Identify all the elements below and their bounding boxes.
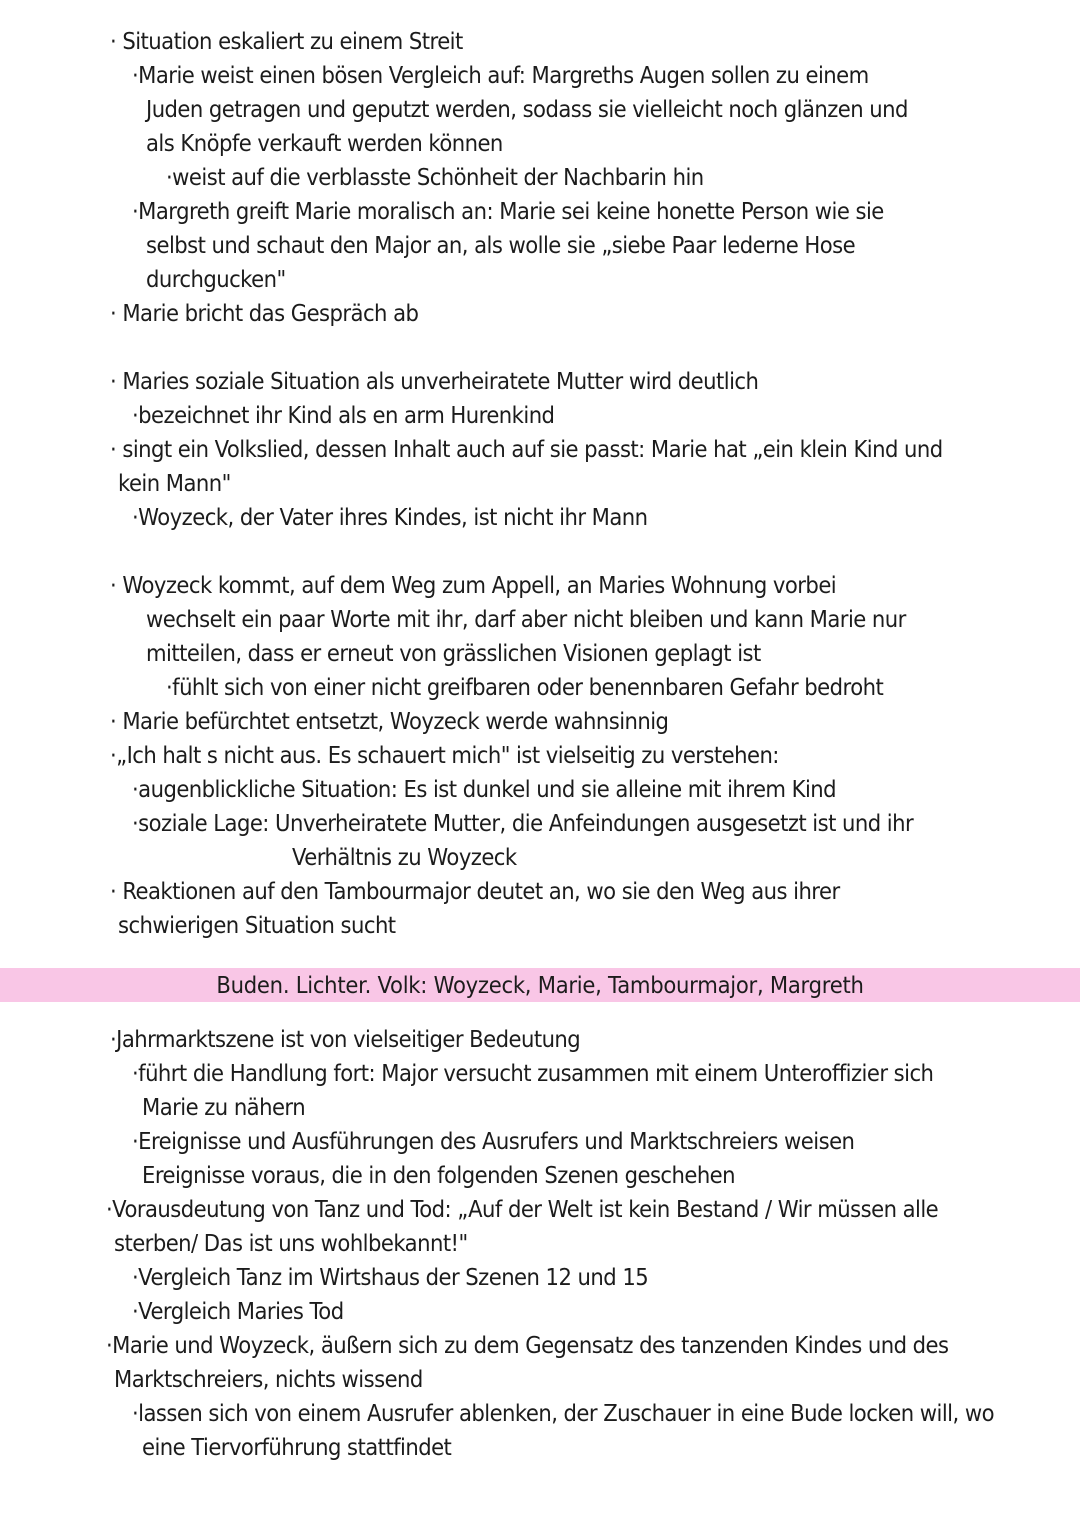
text-line: Juden getragen und geputzt werden, sodass sie vielleicht noch glänzen und xyxy=(146,97,908,123)
bullet-line: ·Ereignisse und Ausführungen des Ausrufers und Marktschreiers weisen xyxy=(132,1129,855,1155)
text-line: schwierigen Situation sucht xyxy=(118,913,396,939)
bullet-line: ·Vergleich Maries Tod xyxy=(132,1299,344,1325)
text-line: Ereignisse voraus, die in den folgenden Szenen geschehen xyxy=(142,1163,736,1189)
text-line: selbst und schaut den Major an, als wolle sie „siebe Paar lederne Hose xyxy=(146,233,856,259)
bullet-line: · Situation eskaliert zu einem Streit xyxy=(110,29,463,55)
bullet-line: · Marie bricht das Gespräch ab xyxy=(110,301,419,327)
bullet-line: ·führt die Handlung fort: Major versucht zusammen mit einem Unteroffizier sich xyxy=(132,1061,934,1087)
bullet-line: · Reaktionen auf den Tambourmajor deutet an, wo sie den Weg aus ihrer xyxy=(110,879,840,905)
text-line: Verhältnis zu Woyzeck xyxy=(292,845,517,871)
scene-heading: Buden. Lichter. Volk: Woyzeck, Marie, Tambourmajor, Margreth xyxy=(216,973,864,999)
text-line: wechselt ein paar Worte mit ihr, darf aber nicht bleiben und kann Marie nur xyxy=(146,607,906,633)
bullet-line: ·„Ich halt s nicht aus. Es schauert mich" ist vielseitig zu verstehen: xyxy=(110,743,779,769)
bullet-line: · singt ein Volkslied, dessen Inhalt auch auf sie passt: Marie hat „ein klein Kind und xyxy=(110,437,943,463)
bullet-line: · Woyzeck kommt, auf dem Weg zum Appell, an Maries Wohnung vorbei xyxy=(110,573,837,599)
text-line: Marktschreiers, nichts wissend xyxy=(114,1367,423,1393)
bullet-line: ·Marie und Woyzeck, äußern sich zu dem Gegensatz des tanzenden Kindes und des xyxy=(106,1333,949,1359)
bullet-line: ·Jahrmarktszene ist von vielseitiger Bedeutung xyxy=(110,1027,581,1053)
bullet-line: ·fühlt sich von einer nicht greifbaren oder benennbaren Gefahr bedroht xyxy=(166,675,884,701)
bullet-line: ·Marie weist einen bösen Vergleich auf: Margreths Augen sollen zu einem xyxy=(132,63,869,89)
bullet-line: · Marie befürchtet entsetzt, Woyzeck werde wahnsinnig xyxy=(110,709,669,735)
bullet-line: ·Vergleich Tanz im Wirtshaus der Szenen 12 und 15 xyxy=(132,1265,649,1291)
text-line: als Knöpfe verkauft werden können xyxy=(146,131,503,157)
scene-heading-banner xyxy=(0,968,1080,1002)
bullet-line: ·lassen sich von einem Ausrufer ablenken, der Zuschauer in eine Bude locken will, wo xyxy=(132,1401,994,1427)
bullet-line: ·Margreth greift Marie moralisch an: Marie sei keine honette Person wie sie xyxy=(132,199,884,225)
bullet-line: ·Woyzeck, der Vater ihres Kindes, ist nicht ihr Mann xyxy=(132,505,648,531)
text-line: durchgucken" xyxy=(146,267,286,293)
text-line: eine Tiervorführung stattfindet xyxy=(142,1435,452,1461)
bullet-line: ·weist auf die verblasste Schönheit der Nachbarin hin xyxy=(166,165,704,191)
text-line: kein Mann" xyxy=(118,471,231,497)
text-line: Marie zu nähern xyxy=(142,1095,306,1121)
bullet-line: ·augenblickliche Situation: Es ist dunkel und sie alleine mit ihrem Kind xyxy=(132,777,837,803)
bullet-line: ·Vorausdeutung von Tanz und Tod: „Auf der Welt ist kein Bestand / Wir müssen alle xyxy=(106,1197,939,1223)
text-line: mitteilen, dass er erneut von grässlichen Visionen geplagt ist xyxy=(146,641,761,667)
bullet-line: ·soziale Lage: Unverheiratete Mutter, die Anfeindungen ausgesetzt ist und ihr xyxy=(132,811,914,837)
text-line: sterben/ Das ist uns wohlbekannt!" xyxy=(114,1231,468,1257)
bullet-line: · Maries soziale Situation als unverheiratete Mutter wird deutlich xyxy=(110,369,759,395)
bullet-line: ·bezeichnet ihr Kind als en arm Hurenkind xyxy=(132,403,555,429)
